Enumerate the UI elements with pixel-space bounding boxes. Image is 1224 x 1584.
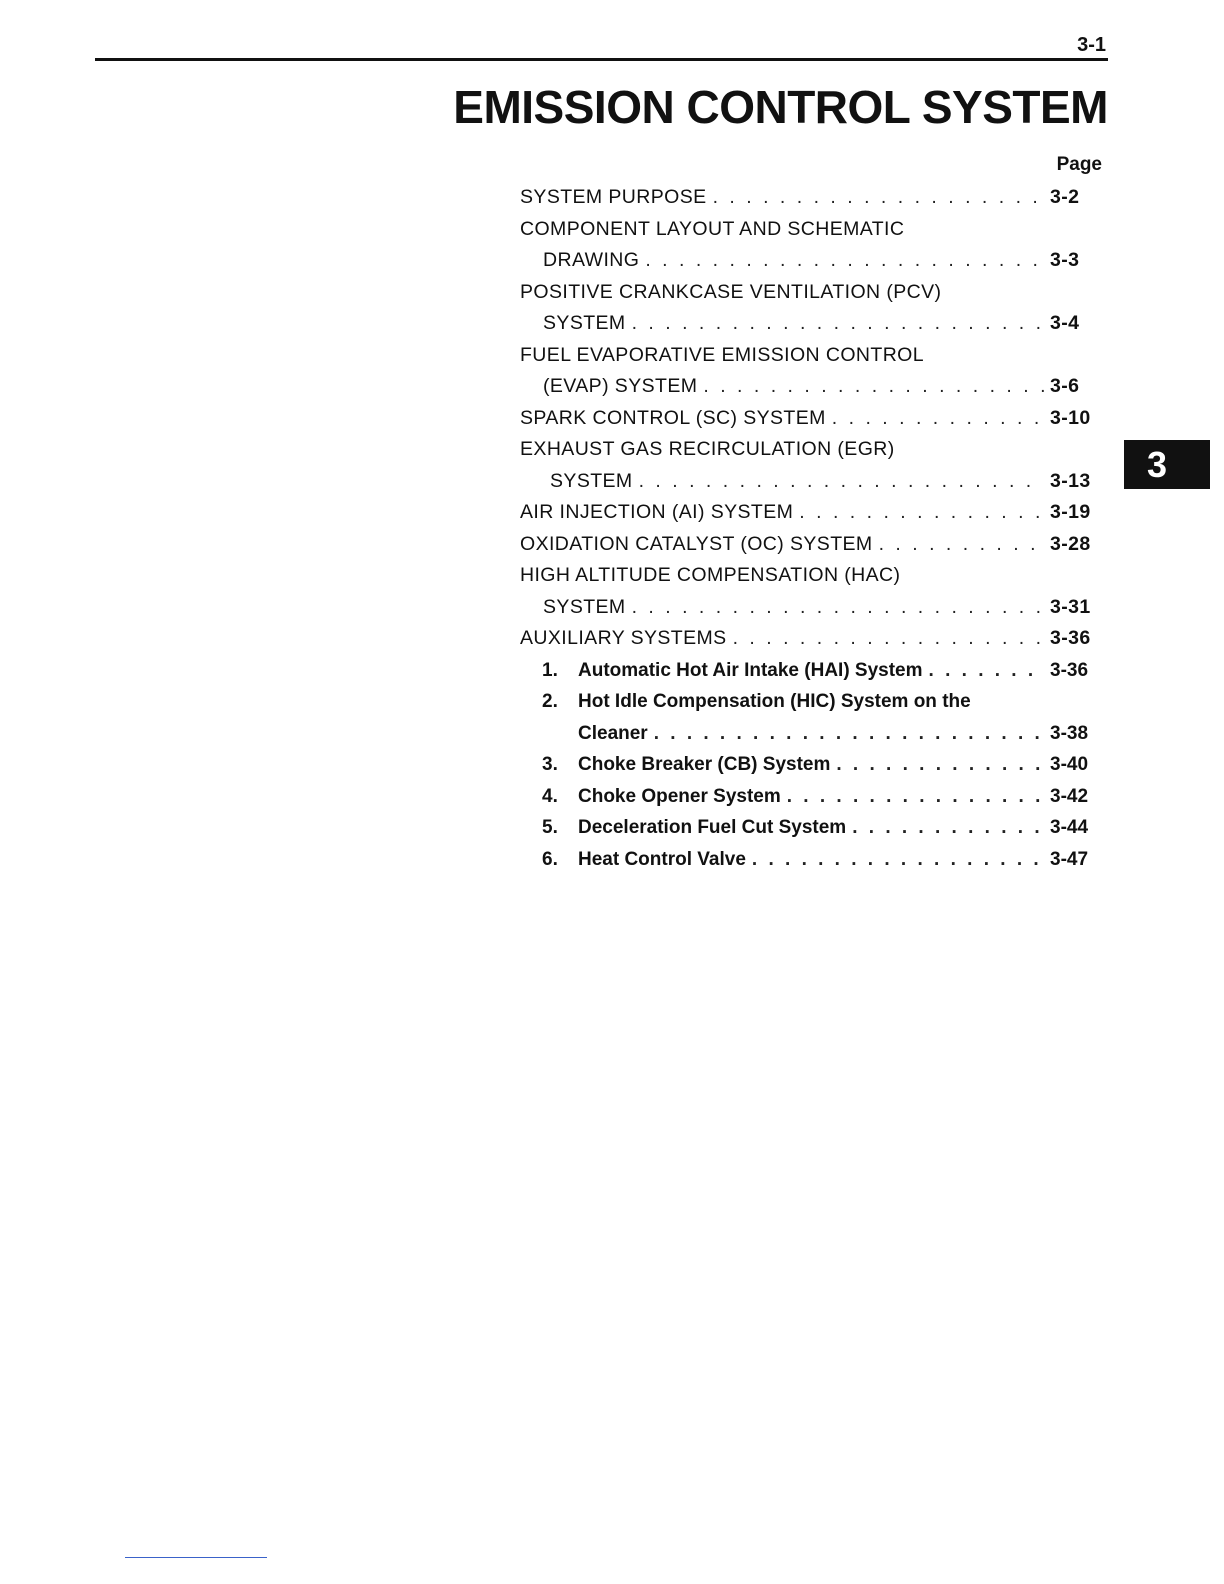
dot-leader xyxy=(632,592,1044,624)
table-of-contents xyxy=(520,182,1102,875)
toc-entry-label: SYSTEM PURPOSE xyxy=(520,186,707,208)
toc-subentry-hot-idle-line2[interactable] xyxy=(520,718,1102,750)
toc-entry-label: HIGH ALTITUDE COMPENSATION (HAC) xyxy=(520,564,901,586)
toc-entry-component-layout-line2[interactable] xyxy=(520,245,1102,277)
dot-leader xyxy=(832,403,1044,435)
toc-entry-egr-line1[interactable] xyxy=(520,434,1102,466)
toc-entry-page: 3-4 xyxy=(1050,312,1080,334)
toc-entry-label: FUEL EVAPORATIVE EMISSION CONTROL xyxy=(520,343,924,366)
toc-entry-pcv-line2[interactable] xyxy=(520,308,1102,340)
dot-leader xyxy=(632,308,1044,340)
toc-entry-label: DRAWING xyxy=(543,249,640,271)
toc-entry-label: AIR INJECTION (AI) SYSTEM xyxy=(520,501,794,523)
toc-entry-hac-line2[interactable] xyxy=(520,592,1102,624)
toc-subentry-hot-idle-line1[interactable] xyxy=(520,686,1102,718)
toc-entry-page: 3-38 xyxy=(1050,722,1089,744)
toc-subentry-number: 5. xyxy=(542,817,558,838)
toc-entry-page: 3-44 xyxy=(1050,817,1089,838)
dot-leader xyxy=(836,749,1044,781)
dot-leader xyxy=(733,623,1044,655)
page-title: EMISSION CONTROL SYSTEM xyxy=(453,81,1108,133)
toc-entry-page: 3-36 xyxy=(1050,627,1091,649)
toc-entry-page: 3-10 xyxy=(1050,406,1091,429)
dot-leader xyxy=(703,371,1044,403)
dot-leader xyxy=(799,497,1044,529)
toc-subentry-number: 2. xyxy=(542,691,558,712)
toc-entry-page: 3-6 xyxy=(1050,375,1080,397)
toc-subentry-number: 4. xyxy=(542,785,558,807)
toc-entry-label: Cleaner xyxy=(578,722,648,744)
toc-entry-page: 3-47 xyxy=(1050,848,1089,870)
toc-entry-label: POSITIVE CRANKCASE VENTILATION (PCV) xyxy=(520,280,942,303)
toc-entry-label: AUXILIARY SYSTEMS xyxy=(520,627,727,649)
toc-entry-page: 3-19 xyxy=(1050,501,1091,523)
dot-leader xyxy=(752,844,1044,876)
toc-entry-label: SYSTEM xyxy=(543,595,626,618)
toc-entry-page: 3-36 xyxy=(1050,659,1089,681)
toc-subentry-number: 3. xyxy=(542,754,558,775)
toc-entry-evap-line1[interactable] xyxy=(520,340,1102,372)
toc-subentry-number: 6. xyxy=(542,848,558,870)
toc-entry-page: 3-28 xyxy=(1050,532,1091,555)
toc-entry-label: Automatic Hot Air Intake (HAI) System xyxy=(578,659,923,681)
toc-entry-page: 3-13 xyxy=(1050,469,1091,492)
toc-entry-label: Hot Idle Compensation (HIC) System on the xyxy=(578,691,971,712)
toc-entry-label: EXHAUST GAS RECIRCULATION (EGR) xyxy=(520,438,895,460)
toc-entry-page: 3-40 xyxy=(1050,754,1089,775)
toc-entry-page: 3-3 xyxy=(1050,249,1080,271)
toc-entry-page: 3-42 xyxy=(1050,785,1089,807)
toc-entry-label: Choke Breaker (CB) System xyxy=(578,754,831,775)
toc-entry-label: Choke Opener System xyxy=(578,785,781,807)
dot-leader xyxy=(929,655,1044,687)
toc-entry-label: SYSTEM xyxy=(550,469,633,492)
toc-entry-evap-line2[interactable] xyxy=(520,371,1102,403)
toc-entry-spark-control[interactable] xyxy=(520,403,1102,435)
toc-entry-component-layout-line1[interactable] xyxy=(520,214,1102,246)
toc-subentry-choke-breaker[interactable] xyxy=(520,749,1102,781)
page-column-label: Page xyxy=(1056,154,1102,175)
toc-entry-label: Heat Control Valve xyxy=(578,848,746,870)
toc-entry-label: SPARK CONTROL (SC) SYSTEM xyxy=(520,406,826,429)
toc-entry-page: 3-31 xyxy=(1050,595,1091,618)
section-tab-marker[interactable]: 3 xyxy=(1124,440,1210,489)
toc-subentry-hot-air-intake[interactable] xyxy=(520,655,1102,687)
toc-subentry-deceleration-fuel-cut[interactable] xyxy=(520,812,1102,844)
toc-entry-label: SYSTEM xyxy=(543,312,626,334)
toc-subentry-heat-control-valve[interactable] xyxy=(520,844,1102,876)
toc-entry-egr-line2[interactable] xyxy=(520,466,1102,498)
toc-subentry-number: 1. xyxy=(542,659,558,681)
toc-entry-label: COMPONENT LAYOUT AND SCHEMATIC xyxy=(520,217,905,240)
dot-leader xyxy=(654,718,1044,750)
toc-entry-label: OXIDATION CATALYST (OC) SYSTEM xyxy=(520,532,873,555)
footer-rule xyxy=(125,1557,267,1558)
toc-entry-page: 3-2 xyxy=(1050,186,1080,208)
dot-leader xyxy=(879,529,1044,561)
toc-entry-air-injection[interactable] xyxy=(520,497,1102,529)
toc-entry-auxiliary-systems[interactable] xyxy=(520,623,1102,655)
dot-leader xyxy=(852,812,1044,844)
toc-entry-pcv-line1[interactable] xyxy=(520,277,1102,309)
header-rule xyxy=(95,58,1108,61)
dot-leader xyxy=(645,245,1044,277)
toc-entry-label: (EVAP) SYSTEM xyxy=(543,375,698,397)
dot-leader xyxy=(713,182,1044,214)
page-number: 3-1 xyxy=(1077,34,1106,56)
toc-entry-label: Deceleration Fuel Cut System xyxy=(578,817,847,838)
toc-entry-system-purpose[interactable] xyxy=(520,182,1102,214)
toc-entry-hac-line1[interactable] xyxy=(520,560,1102,592)
dot-leader xyxy=(639,466,1044,498)
toc-entry-oxidation-catalyst[interactable] xyxy=(520,529,1102,561)
toc-subentry-choke-opener[interactable] xyxy=(520,781,1102,813)
dot-leader xyxy=(787,781,1044,813)
